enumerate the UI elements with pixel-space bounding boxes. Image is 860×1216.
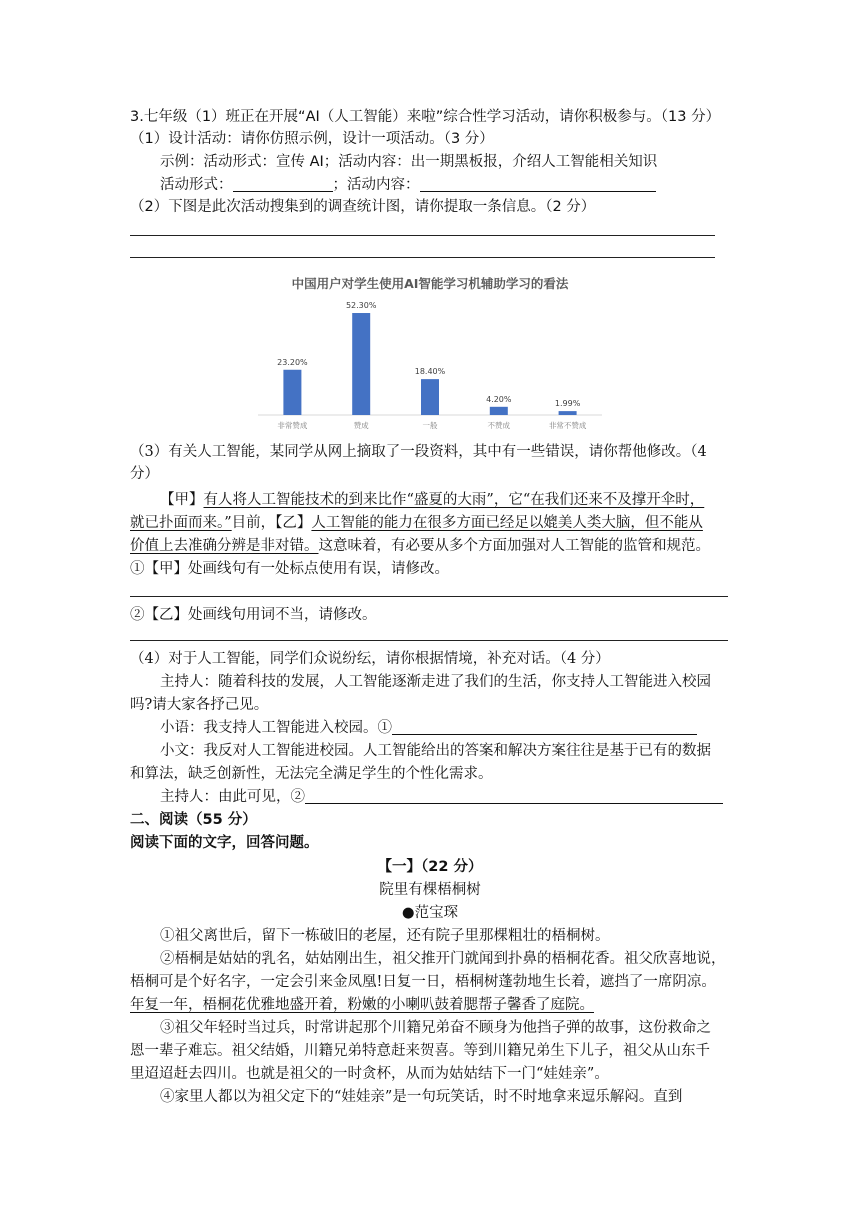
tick-label-0: 非常赞成 — [277, 421, 308, 430]
para-2-line-1: ②梧桐是姑姑的乳名，姑姑刚出生，祖父推开门就闻到扑鼻的梧桐花香。祖父欣喜地说， — [160, 951, 726, 967]
section2-title: 二、阅读（55 分） — [130, 812, 257, 828]
jia-tag: 【甲】 — [160, 492, 204, 508]
bar-3 — [490, 407, 508, 415]
q3-2-prompt: （2）下图是此次活动搜集到的调查统计图，请你提取一条信息。（2 分） — [130, 199, 596, 215]
answer-line[interactable] — [130, 257, 715, 258]
data-label-1: 52.30% — [345, 301, 377, 311]
yi-underlined-2: 价值上去准确分辨是非对错。 — [130, 538, 319, 554]
host-line-2 — [160, 786, 723, 808]
data-label-3: 4.20% — [486, 394, 512, 404]
host-2-blank[interactable] — [305, 787, 723, 804]
q3-3-prompt-b: 分） — [130, 466, 159, 482]
tick-label-2: 一般 — [422, 421, 438, 430]
q3-3-prompt-a: （3）有关人工智能，某同学从网上摘取了一段资料，其中有一些错误，请你帮他修改。（4 — [130, 444, 707, 460]
yi-underlined-1: 人工智能的能力在很多方面已经足以媲美人类大脑，但不能从 — [311, 515, 703, 531]
host-line-1a: 主持人：随着科技的发展，人工智能逐渐走进了我们的生活，你支持人工智能进入校园 — [160, 674, 711, 690]
passage-tail: 这意味着，有必要从多个方面加强对人工智能的监管和规范。 — [318, 538, 710, 554]
bar-0 — [283, 370, 301, 415]
jia-underlined-2: 就已扑面而来。” — [130, 515, 232, 531]
para-1: ①祖父离世后，留下一栋破旧的老屋，还有院子里那棵粗壮的梧桐树。 — [160, 928, 610, 944]
q3-3-sub2: ②【乙】处画线句用词不当，请修改。 — [130, 607, 377, 623]
q3-1-example: 示例：活动形式：宣传 AI；活动内容：出一期黑板报，介绍人工智能相关知识 — [160, 154, 658, 170]
q3-1-prompt: （1）设计活动：请你仿照示例，设计一项活动。（3 分） — [130, 131, 494, 147]
q3-title: 3.七年级（1）班正在开展“AI（人工智能）来啦”综合性学习活动，请你积极参与。（13 分） — [130, 109, 721, 125]
data-label-0: 23.20% — [277, 357, 308, 367]
para-3-line-2: 恩一辈子难忘。祖父结婚，川籍兄弟特意赶来贺喜。等到川籍兄弟生下儿子，祖父从山东千 — [130, 1043, 710, 1059]
tick-label-4: 非常不赞成 — [548, 421, 587, 430]
xiaoyu-blank[interactable] — [392, 718, 697, 735]
activity-content-blank[interactable] — [420, 175, 656, 192]
part1-heading: 【一】（22 分） — [377, 859, 483, 875]
yi-tag: 【乙】 — [275, 515, 312, 531]
section2-instruction: 阅读下面的文字，回答问题。 — [130, 835, 319, 851]
xiaowen-line-a: 小文：我反对人工智能进校园。人工智能给出的答案和解决方案往往是基于已有的数据 — [160, 743, 711, 759]
activity-content-label: ；活动内容： — [332, 177, 420, 193]
article-author: ●范宝琛 — [401, 905, 459, 921]
survey-bar-chart — [258, 270, 602, 438]
para-3-line-3: 里迢迢赶去四川。也就是祖父的一时贪杯，从而为姑姑结下一门“娃娃亲”。 — [130, 1066, 609, 1082]
passage-line-3 — [130, 535, 710, 557]
para-3-line-1: ③祖父年轻时当过兵，时常讲起那个川籍兄弟奋不顾身为他挡子弹的故事，这份救命之 — [160, 1020, 711, 1036]
host-line-1b: 吗?请大家各抒己见。 — [130, 697, 269, 713]
para-4-line-1: ④家里人都以为祖父定下的“娃娃亲”是一句玩笑话，时不时地拿来逗乐解闷。直到 — [160, 1089, 683, 1105]
answer-line[interactable] — [130, 640, 728, 641]
passage-line-2 — [130, 512, 703, 534]
host-2-text: 主持人：由此可见，② — [160, 789, 305, 805]
answer-line[interactable] — [130, 596, 728, 597]
article-title: 院里有棵梧桐树 — [379, 882, 481, 898]
bar-4 — [559, 411, 577, 415]
activity-form-label: 活动形式： — [160, 177, 233, 193]
answer-line[interactable] — [130, 235, 715, 236]
q3-3-sub1: ①【甲】处画线句有一处标点使用有误，请修改。 — [130, 561, 449, 577]
xiaoyu-line — [160, 717, 697, 739]
bar-2 — [421, 379, 439, 415]
data-label-4: 1.99% — [554, 399, 581, 409]
tick-label-1: 赞成 — [353, 421, 369, 430]
data-label-2: 18.40% — [414, 367, 446, 377]
q3-1-answer-row — [160, 174, 656, 196]
chart-title: 中国用户对学生使用AI智能学习机辅助学习的看法 — [291, 276, 569, 291]
tick-label-3: 不赞成 — [487, 421, 511, 430]
xiaowen-line-b: 和算法，缺乏创新性，无法完全满足学生的个性化需求。 — [130, 766, 493, 782]
activity-form-blank[interactable] — [233, 175, 333, 192]
para-2-line-2: 梧桐可是个好名字，一定会引来金凤凰!日复一日，梧桐树蓬勃地生长着，遮挡了一席阴凉。 — [130, 974, 716, 990]
passage-mid: 目前， — [231, 515, 276, 531]
jia-underlined-1: 有人将人工智能技术的到来比作“盛夏的大雨”，它“在我们还来不及撑开伞时， — [203, 492, 705, 508]
para-2-line-3: 年复一年，梧桐花优雅地盛开着，粉嫩的小喇叭鼓着腮帮子馨香了庭院。 — [130, 997, 594, 1013]
xiaoyu-text: 小语：我支持人工智能进入校园。① — [160, 720, 392, 736]
bar-1 — [352, 313, 370, 415]
passage-line-1 — [160, 489, 704, 511]
q3-4-prompt: （4）对于人工智能，同学们众说纷纭，请你根据情境，补充对话。（4 分） — [130, 651, 610, 667]
